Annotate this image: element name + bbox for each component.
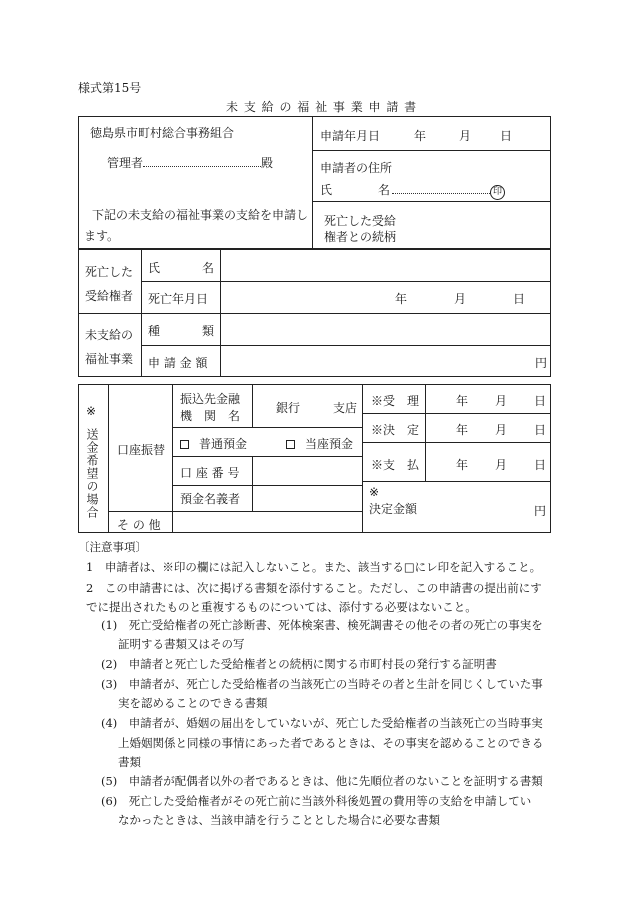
item-5: (5) 申請者が配偶者以外の者であるときは、他に先順位者のないことを証明する書類 [101, 774, 543, 788]
ordinary-deposit-option[interactable]: 普通預金 [180, 435, 247, 452]
divider [252, 456, 253, 511]
decided-amount-label: 決定金額 [369, 502, 418, 516]
note-2-line1: 2 この申請書には、次に掲げる書類を添付すること。ただし、この申請書の提出前にす [86, 581, 542, 595]
seal-icon: 印 [490, 185, 505, 200]
received-month: 月 [495, 394, 508, 408]
received-label: ※受 理 [371, 394, 420, 408]
divider [362, 481, 551, 482]
divider [252, 384, 253, 427]
checkbox-icon[interactable] [286, 440, 295, 449]
decided-year: 年 [456, 423, 469, 437]
item-4-line3: 書類 [118, 755, 141, 769]
application-date-month[interactable]: 月 [459, 129, 472, 143]
item-1-line1: (1) 死亡受給権者の死亡診断書、死体検案書、検死調書その他その者の死亡の事実を [101, 618, 543, 632]
applicant-address-label: 申請者の住所 [320, 161, 393, 175]
item-4-line1: (4) 申請者が、婚姻の届出をしていないが、死亡した受給権者の当該死亡の当時事実 [101, 716, 543, 730]
divider [78, 313, 551, 314]
paid-year: 年 [456, 458, 469, 472]
paid-label: ※支 払 [371, 458, 420, 472]
decided-label: ※決 定 [371, 423, 420, 437]
account-holder-label: 預金名義者 [180, 492, 241, 506]
remittance-mark: ※ [86, 404, 97, 418]
paid-month: 月 [495, 458, 508, 472]
other-label: そ の 他 [117, 518, 161, 532]
request-text-line1: 下記の未支給の福祉事業の支給を申請し [92, 208, 309, 222]
divider [312, 116, 313, 249]
divider [312, 201, 551, 202]
decided-day: 日 [534, 423, 547, 437]
bank-label-line2: 機 関 名 [180, 409, 241, 423]
form-title: 未 支 給 の 福 祉 事 業 申 請 書 [226, 100, 418, 114]
decided-month: 月 [495, 423, 508, 437]
application-date-year[interactable]: 年 [414, 129, 427, 143]
decided-amount-mark: ※ [369, 485, 380, 499]
deceased-section-line2: 受給権者 [85, 289, 134, 303]
bank-name-field[interactable]: 銀行 [276, 401, 301, 415]
item-6-line2: なかったときは、当該申請を行うこととした場合に必要な書類 [118, 813, 440, 827]
kind-label: 種 類 [148, 324, 215, 338]
death-date-month[interactable]: 月 [454, 292, 467, 306]
deceased-name-label: 氏 名 [148, 261, 215, 275]
received-day: 日 [534, 394, 547, 408]
divider [362, 413, 551, 414]
item-1-line2: 証明する書類又はその写 [118, 637, 245, 651]
death-date-day[interactable]: 日 [513, 292, 526, 306]
paid-day: 日 [534, 458, 547, 472]
received-year: 年 [456, 394, 469, 408]
item-3-line1: (3) 申請者が、死亡した受給権者の当該死亡の当時その者と生計を同じくしていた事 [101, 677, 543, 691]
checkbox-icon[interactable] [180, 440, 189, 449]
divider [141, 345, 551, 346]
divider [141, 281, 551, 282]
current-deposit-option[interactable]: 当座預金 [286, 435, 353, 452]
application-date-label: 申請年月日 [320, 129, 381, 143]
addressee: 徳島県市町村総合事務組合 [90, 126, 235, 140]
death-date-year[interactable]: 年 [395, 292, 408, 306]
relation-label-line2: 権者との続柄 [324, 230, 397, 244]
divider [312, 150, 551, 151]
unpaid-section-line2: 福祉事業 [85, 352, 134, 366]
item-6-line1: (6) 死亡した受給権者がその死亡前に当該外科後処置の費用等の支給を申請してい [101, 794, 532, 808]
notes-heading: 〔注意事項〕 [78, 540, 147, 554]
application-date-day[interactable]: 日 [500, 129, 513, 143]
divider [362, 384, 363, 533]
form-number: 様式第15号 [78, 81, 142, 95]
divider [172, 485, 362, 486]
requested-amount-label: 申 請 金 額 [148, 356, 208, 370]
divider [108, 511, 362, 512]
unpaid-section-line1: 未支給の [85, 328, 134, 342]
account-transfer-label: 口座振替 [117, 443, 166, 457]
item-2: (2) 申請者と死亡した受給権者との続柄に関する市町村長の発行する証明書 [101, 657, 497, 671]
account-number-label: 口 座 番 号 [180, 466, 240, 480]
remittance-vertical-label: 送金希望の場合 [85, 428, 99, 519]
branch-name-field[interactable]: 支店 [333, 401, 358, 415]
bank-label-line1: 振込先金融 [180, 392, 241, 406]
relation-label-line1: 死亡した受給 [324, 214, 397, 228]
item-4-line2: 上婚姻関係と同様の事情にあった者であるときは、その事実を認めることのできる [118, 736, 544, 750]
item-3-line2: 実を認めることのできる書類 [118, 696, 268, 710]
death-date-label: 死亡年月日 [148, 292, 209, 306]
divider [172, 456, 362, 457]
divider [425, 384, 426, 481]
note-1: 1 申請者は、※印の欄には記入しないこと。また、該当する□にレ印を記入すること。 [86, 560, 542, 574]
deceased-section-line1: 死亡した [85, 265, 134, 279]
decided-amount-yen: 円 [534, 504, 547, 518]
divider [362, 442, 551, 443]
administrator-label: 管理者 殿 [107, 156, 274, 170]
request-text-line2: ます。 [84, 229, 120, 243]
divider [172, 427, 362, 428]
applicant-name-field[interactable]: 氏 名 印 [320, 181, 505, 200]
requested-amount-yen[interactable]: 円 [535, 356, 548, 370]
note-2-line2: でに提出されたものと重複するものについては、添付する必要はないこと。 [86, 600, 477, 614]
